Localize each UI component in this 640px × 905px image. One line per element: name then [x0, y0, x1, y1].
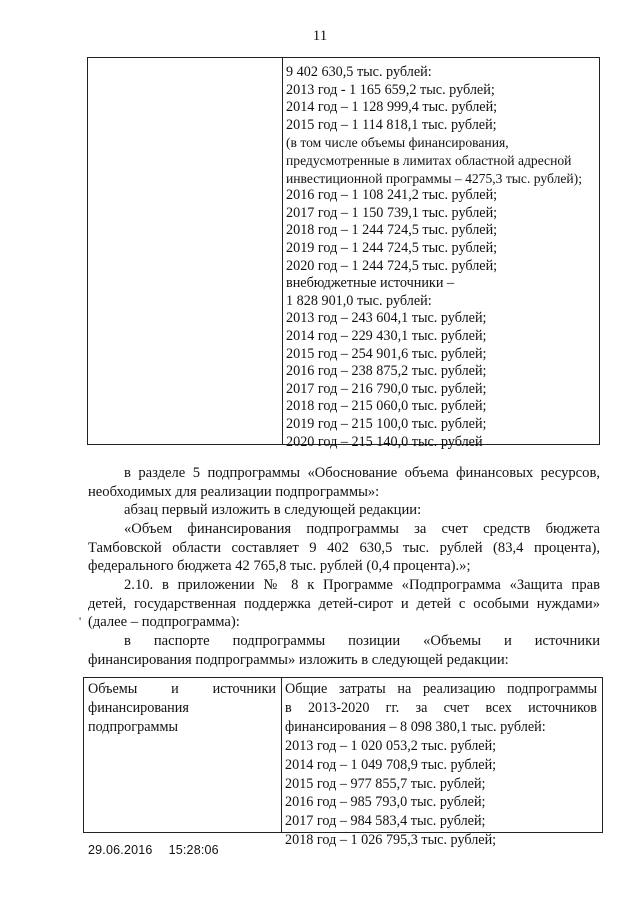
table2-row: 2018 год – 1 026 795,3 тыс. рублей; — [285, 832, 497, 848]
paragraph-passport-line1: в паспорте подпрограммы позиции «Объемы и источники — [124, 633, 600, 649]
table1-row: 2019 год – 215 100,0 тыс. рублей; — [286, 416, 487, 432]
table1-row: 2016 год – 1 108 241,2 тыс. рублей; — [286, 187, 498, 204]
paragraph-section5-line1: в разделе 5 подпрограммы «Обоснование объема финансовых ресурсов, — [124, 465, 600, 481]
table1-row: инвестиционной программы – 4275,3 тыс. рублей); — [286, 170, 582, 186]
table2-left-line1: Объемы и источники — [88, 681, 276, 697]
scan-mark: ' — [79, 614, 82, 628]
table1-row: 1 828 901,0 тыс. рублей: — [286, 292, 432, 309]
paragraph-section5-line2: необходимых для реализации подпрограммы»: — [88, 484, 380, 500]
table1-row: 9 402 630,5 тыс. рублей: — [286, 64, 432, 80]
table2-right-line2: в 2013-2020 гг. за счет всех источников — [285, 700, 597, 716]
table1-row: 2015 год – 254 901,6 тыс. рублей; — [286, 345, 487, 362]
table-column-divider — [282, 58, 283, 444]
table1-row: 2020 год – 215 140,0 тыс. рублей — [286, 433, 483, 450]
paragraph-quote-line2: Тамбовской области составляет 9 402 630,5 тыс. рублей (83,4 процента), — [88, 540, 600, 556]
paragraph-abzac: абзац первый изложить в следующей редакции: — [124, 502, 422, 518]
table2-left-line3: подпрограммы — [88, 719, 178, 735]
table1-row: предусмотренные в лимитах областной адресной — [286, 153, 572, 168]
table1-row: 2013 год – 243 604,1 тыс. рублей; — [286, 310, 487, 327]
table2-row: 2013 год – 1 020 053,2 тыс. рублей; — [285, 738, 497, 754]
table1-row: 2013 год - 1 165 659,2 тыс. рублей; — [286, 81, 495, 98]
table1-row: 2016 год – 238 875,2 тыс. рублей; — [286, 363, 487, 380]
table2-right-line1: Общие затраты на реализацию подпрограммы — [285, 681, 597, 697]
paragraph-appendix8-line2: детей, государственная поддержка детей-сирот и детей с особыми нуждами» — [88, 596, 600, 612]
table1-row: 2018 год – 215 060,0 тыс. рублей; — [286, 398, 487, 415]
paragraph-appendix8-line3: (далее – подпрограмма): — [88, 614, 240, 630]
table1-row: 2019 год – 1 244 724,5 тыс. рублей; — [286, 240, 498, 256]
table1-row: 2020 год – 1 244 724,5 тыс. рублей; — [286, 257, 498, 274]
table1-row: 2017 год – 1 150 739,1 тыс. рублей; — [286, 204, 498, 221]
print-time: 15:28:06 — [168, 843, 219, 857]
page-number: 11 — [312, 28, 328, 44]
print-date: 29.06.2016 — [88, 843, 153, 857]
table2-right-line3: финансирования – 8 098 380,1 тыс. рублей: — [285, 719, 546, 735]
table2-row: 2017 год – 984 583,4 тыс. рублей; — [285, 813, 486, 830]
table1-row: 2018 год – 1 244 724,5 тыс. рублей; — [286, 222, 498, 239]
table-column-divider — [281, 678, 282, 832]
table1-row: 2015 год – 1 114 818,1 тыс. рублей; — [286, 116, 497, 133]
table1-row: (в том числе объемы финансирования, — [286, 135, 509, 151]
paragraph-quote-line1: «Объем финансирования подпрограммы за счет средств бюджета — [124, 521, 600, 537]
table2-row: 2014 год – 1 049 708,9 тыс. рублей; — [285, 756, 497, 773]
table1-row: 2017 год – 216 790,0 тыс. рублей; — [286, 380, 487, 397]
paragraph-passport-line2: финансирования подпрограммы» изложить в следующей редакции: — [88, 652, 509, 668]
print-timestamp — [88, 843, 235, 857]
table1-row: 2014 год – 229 430,1 тыс. рублей; — [286, 328, 487, 344]
paragraph-appendix8-line1: 2.10. в приложении № 8 к Программе «Подпрограмма «Защита прав — [124, 577, 600, 593]
table2-row: 2015 год – 977 855,7 тыс. рублей; — [285, 775, 486, 792]
table1-row: 2014 год – 1 128 999,4 тыс. рублей; — [286, 99, 498, 116]
paragraph-quote-line3: федерального бюджета 42 765,8 тыс. рублей (0,4 процента).»; — [88, 558, 471, 574]
table2-left-line2: финансирования — [88, 700, 189, 716]
table1-row: внебюджетные источники – — [286, 275, 455, 292]
table2-row: 2016 год – 985 793,0 тыс. рублей; — [285, 794, 486, 811]
